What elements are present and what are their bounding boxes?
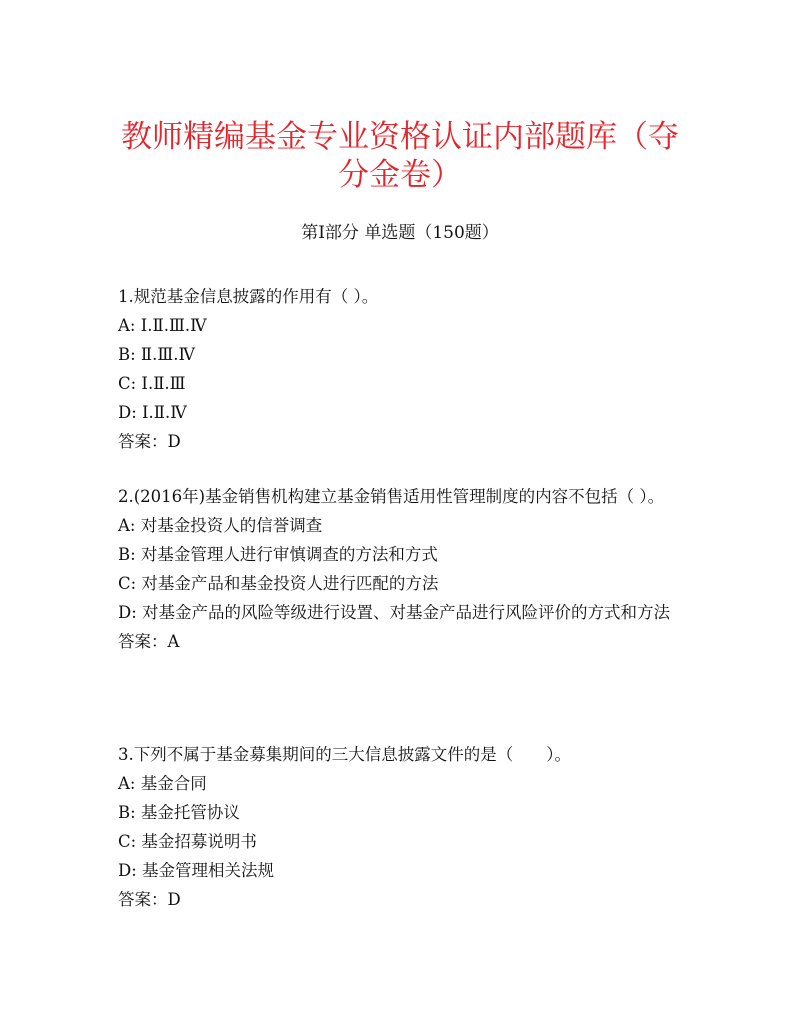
- option-d: D: 对基金产品的风险等级进行设置、对基金产品进行风险评价的方式和方法: [118, 603, 671, 622]
- question-2: [118, 482, 688, 656]
- document-title: 教师精编基金专业资格认证内部题库（夺分金卷）: [121, 119, 679, 193]
- question-stem: 3.下列不属于基金募集期间的三大信息披露文件的是（ ）。: [118, 745, 571, 764]
- option-a: A: Ⅰ.Ⅱ.Ⅲ.Ⅳ: [118, 316, 207, 335]
- option-c: C: 对基金产品和基金投资人进行匹配的方法: [118, 574, 439, 593]
- question-3: [118, 740, 688, 914]
- answer: 答案：A: [118, 632, 180, 651]
- option-c: C: Ⅰ.Ⅱ.Ⅲ: [118, 374, 186, 393]
- section-heading: 第I部分 单选题（150题）: [301, 223, 499, 243]
- option-a: A: 基金合同: [118, 774, 207, 793]
- question-stem: 2.(2016年)基金销售机构建立基金销售适用性管理制度的内容不包括（ ）。: [118, 487, 665, 506]
- option-a: A: 对基金投资人的信誉调查: [118, 516, 323, 535]
- answer: 答案：D: [118, 432, 181, 451]
- option-d: D: Ⅰ.Ⅱ.Ⅳ: [118, 403, 187, 422]
- question-stem: 1.规范基金信息披露的作用有（ ）。: [118, 287, 379, 306]
- answer: 答案：D: [118, 890, 181, 909]
- option-b: B: 对基金管理人进行审慎调查的方法和方式: [118, 545, 438, 564]
- question-1: [118, 282, 688, 456]
- option-b: B: Ⅱ.Ⅲ.Ⅳ: [118, 345, 196, 364]
- option-b: B: 基金托管协议: [118, 803, 240, 822]
- option-d: D: 基金管理相关法规: [118, 861, 275, 880]
- option-c: C: 基金招募说明书: [118, 832, 257, 851]
